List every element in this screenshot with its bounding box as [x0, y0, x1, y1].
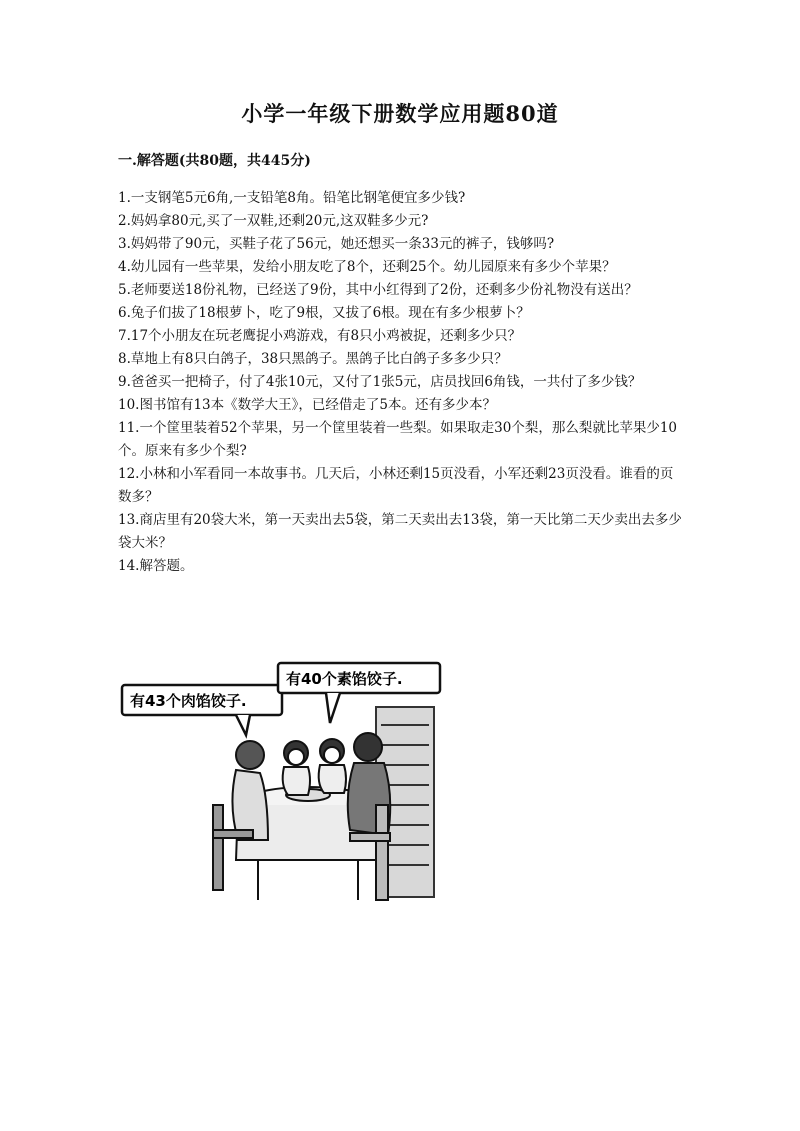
- question-item: 9.爸爸买一把椅子，付了4张10元，又付了1张5元，店员找回6角钱，一共付了多少钱？: [118, 374, 642, 390]
- question-item: 1.一支钢笔5元6角,一支铅笔8角。铅笔比钢笔便宜多少钱?: [118, 190, 466, 206]
- mother-figure: [213, 741, 268, 890]
- question-item: 8.草地上有8只白鸽子，38只黑鸽子。黑鸽子比白鸽子多多少只？: [118, 351, 508, 367]
- bubble-right-text: 有40个素馅饺子.: [286, 670, 403, 688]
- question-item: 3.妈妈带了90元，买鞋子花了56元，她还想买一条33元的裤子，钱够吗?: [118, 236, 555, 252]
- question-list: [118, 187, 684, 578]
- question-item: 14.解答题。: [118, 558, 194, 574]
- question-item: 13.商店里有20袋大米，第一天卖出去5袋，第二天卖出去13袋，第一天比第二天少卖出去多少袋大米？: [118, 512, 682, 551]
- question-item: 6.兔子们拔了18根萝卜，吃了9根，又拔了6根。现在有多少根萝卜？: [118, 305, 530, 321]
- speech-bubble-left: [122, 685, 282, 735]
- boy-figure: [319, 739, 346, 793]
- section-heading: 一.解答题(共80题，共445分): [118, 153, 311, 169]
- question-item: 5.老师要送18份礼物，已经送了9份，其中小红得到了2份，还剩多少份礼物没有送出？: [118, 282, 638, 298]
- question-item: 10.图书馆有13本《数学大王》，已经借走了5本。还有多少本？: [118, 397, 496, 413]
- girl-figure: [283, 741, 310, 795]
- question-item: 11.一个筐里装着52个苹果，另一个筐里装着一些梨。如果取走30个梨，那么梨就比苹果少10个。原来有多少个梨?: [118, 420, 678, 459]
- question-item: 2.妈妈拿80元,买了一双鞋,还剩20元,这双鞋多少元?: [118, 213, 429, 229]
- bubble-left-text: 有43个肉馅饺子.: [130, 692, 247, 710]
- page-title: 小学一年级下册数学应用题80道: [241, 101, 559, 126]
- question-item: 12.小林和小军看同一本故事书。几天后，小林还剩15页没看，小军还剩23页没看。谁看的页数多？: [118, 466, 674, 505]
- question-item: 7.17个小朋友在玩老鹰捉小鸡游戏，有8只小鸡被捉，还剩多少只？: [118, 328, 522, 344]
- family-dumplings-illustration: [118, 655, 478, 910]
- question-item: 4.幼儿园有一些苹果，发给小朋友吃了8个，还剩25个。幼儿园原来有多少个苹果？: [118, 259, 616, 275]
